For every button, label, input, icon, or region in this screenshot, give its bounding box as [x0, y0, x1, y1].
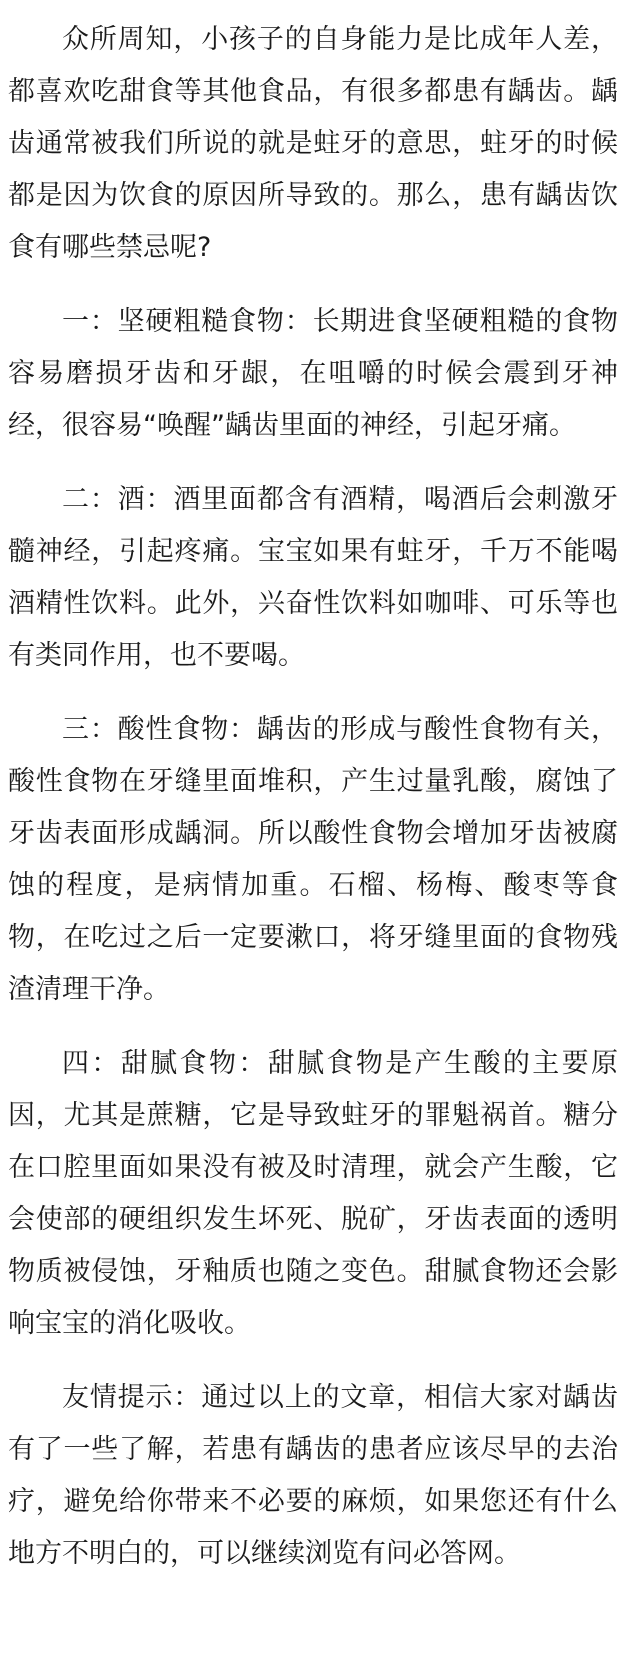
paragraph-sweet-food: 四：甜腻食物：甜腻食物是产生酸的主要原因，尤其是蔗糖，它是导致蛀牙的罪魁祸首。糖分在口腔里面如果没有被及时清理，就会产生酸，它会使部的硬组织发生坏死、脱矿，牙齿表面的透明物质被侵蚀，牙釉质也随之变色。甜腻食物还会影响宝宝的消化吸收。 [8, 1048, 618, 1339]
paragraph-hard-food: 一：坚硬粗糙食物：长期进食坚硬粗糙的食物容易磨损牙齿和牙龈，在咀嚼的时候会震到牙神经，很容易“唤醒”龋齿里面的神经，引起牙痛。 [8, 306, 618, 441]
tip-paragraph: 友情提示：通过以上的文章，相信大家对龋齿有了一些了解，若患有龋齿的患者应该尽早的去治疗，避免给你带来不必要的麻烦，如果您还有什么地方不明白的，可以继续浏览有问必答网。 [8, 1382, 618, 1569]
paragraph-alcohol: 二：酒：酒里面都含有酒精，喝酒后会刺激牙髓神经，引起疼痛。宝宝如果有蛀牙，千万不能喝酒精性饮料。此外，兴奋性饮料如咖啡、可乐等也有类同作用，也不要喝。 [8, 484, 618, 671]
intro-paragraph: 众所周知，小孩子的自身能力是比成年人差，都喜欢吃甜食等其他食品，有很多都患有龋齿。龋齿通常被我们所说的就是蛀牙的意思，蛀牙的时候都是因为饮食的原因所导致的。那么，患有龋齿饮食有哪些禁忌呢? [8, 24, 618, 263]
paragraph-acidic-food: 三：酸性食物：龋齿的形成与酸性食物有关，酸性食物在牙缝里面堆积，产生过量乳酸，腐蚀了牙齿表面形成龋洞。所以酸性食物会增加牙齿被腐蚀的程度，是病情加重。石榴、杨梅、酸枣等食物，在吃过之后一定要漱口，将牙缝里面的食物残渣清理干净。 [8, 714, 618, 1005]
